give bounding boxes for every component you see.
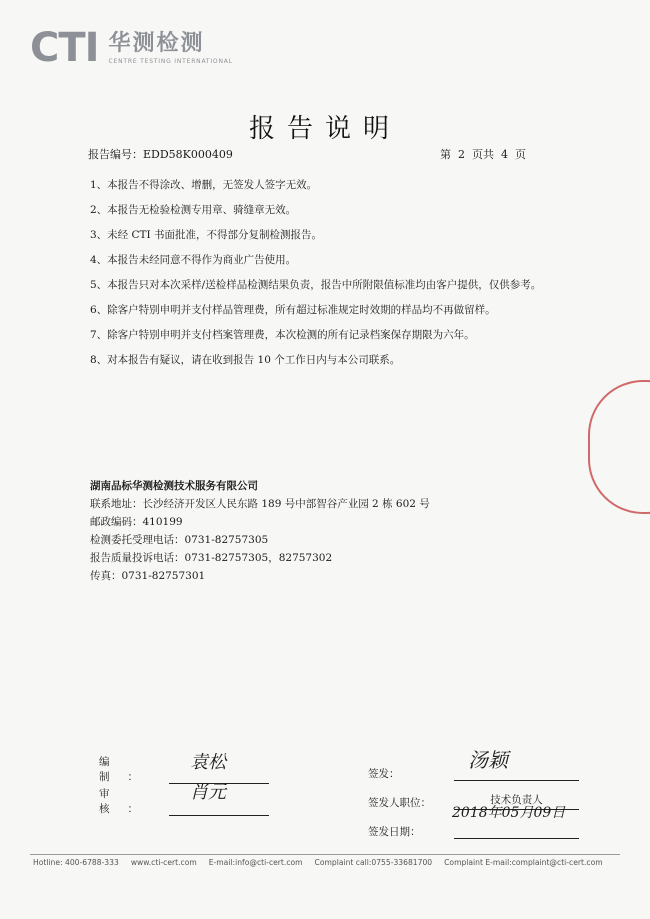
term-item: 5、本报告只对本次采样/送检样品检测结果负责，报告中所附限值标准均由客户提供，仅供参考。 xyxy=(90,279,542,291)
company-postcode: 邮政编码：410199 xyxy=(90,516,183,528)
page-prefix: 第 xyxy=(440,148,451,161)
issue-date-handwritten: 2018年05月09日 xyxy=(452,805,566,821)
logo-english-name: CENTRE TESTING INTERNATIONAL xyxy=(108,57,233,65)
position-label: 签发人职位： xyxy=(368,797,431,809)
company-fax: 传真：0731-82757301 xyxy=(90,570,206,582)
company-name: 湖南品标华测检测技术服务有限公司 xyxy=(90,480,258,492)
reviewed-row xyxy=(99,784,269,816)
seal-stamp-edge xyxy=(588,380,650,514)
page-mid: 页共 xyxy=(472,148,494,161)
footer-hotline: Hotline: 400-6788-333 xyxy=(33,858,119,867)
term-item: 4、本报告未经同意不得作为商业广告使用。 xyxy=(90,254,297,266)
complaint-phone: 报告质量投诉电话：0731-82757305，82757302 xyxy=(90,552,333,564)
date-label: 签发日期： xyxy=(368,826,421,838)
reviewed-signature: 肖元 xyxy=(190,782,226,803)
report-number-label: 报告编号： xyxy=(88,148,143,161)
issued-label: 签发： xyxy=(368,768,400,780)
footer-complaint-email[interactable]: Complaint E-mail:complaint@cti-cert.com xyxy=(444,858,603,867)
reviewed-label: 审核： xyxy=(99,788,156,815)
page-title: 报告说明 xyxy=(248,114,401,144)
report-number xyxy=(88,146,233,162)
issued-signature: 汤颖 xyxy=(468,748,508,772)
terms-list xyxy=(90,178,570,378)
compiled-row xyxy=(99,752,269,784)
footer-website[interactable]: www.cti-cert.com xyxy=(130,858,197,867)
term-item: 8、对本报告有疑议，请在收到报告 10 个工作日内与本公司联系。 xyxy=(90,354,401,366)
page-indicator xyxy=(440,146,526,162)
commission-phone: 检测委托受理电话：0731-82757305 xyxy=(90,534,269,546)
compiled-signature: 袁松 xyxy=(190,752,226,773)
footer xyxy=(33,858,623,867)
footer-divider xyxy=(30,854,620,855)
footer-email[interactable]: E-mail:info@cti-cert.com xyxy=(208,858,303,867)
page-current: 2 xyxy=(458,148,465,161)
term-item: 1、本报告不得涂改、增删，无签发人签字无效。 xyxy=(90,179,318,191)
term-item: 6、除客户特别申明并支付样品管理费，所有超过标准规定时效期的样品均不再做留样。 xyxy=(90,304,496,316)
page-suffix: 页 xyxy=(515,148,526,161)
logo-cti-text: CTI xyxy=(30,25,99,71)
term-item: 3、未经 CTI 书面批准，不得部分复制检测报告。 xyxy=(90,229,323,241)
signature-block-left xyxy=(99,752,269,816)
report-number-value: EDD58K000409 xyxy=(143,148,233,161)
term-item: 2、本报告无检验检测专用章、骑缝章无效。 xyxy=(90,204,297,216)
logo-chinese-name: 华测检测 xyxy=(108,30,205,56)
logo-text-block xyxy=(109,32,233,65)
company-address: 联系地址：长沙经济开发区人民东路 189 号中部智谷产业园 2 栋 602 号 xyxy=(90,498,430,510)
compiled-label: 编制： xyxy=(99,756,156,783)
position-value: 技术负责人 xyxy=(490,794,543,806)
company-info xyxy=(90,477,430,585)
cti-logo xyxy=(30,25,233,71)
term-item: 7、除客户特别申明并支付档案管理费，本次检测的所有记录档案保存期限为六年。 xyxy=(90,329,475,341)
footer-complaint-call: Complaint call:0755-33681700 xyxy=(314,858,433,867)
page-total: 4 xyxy=(501,148,508,161)
